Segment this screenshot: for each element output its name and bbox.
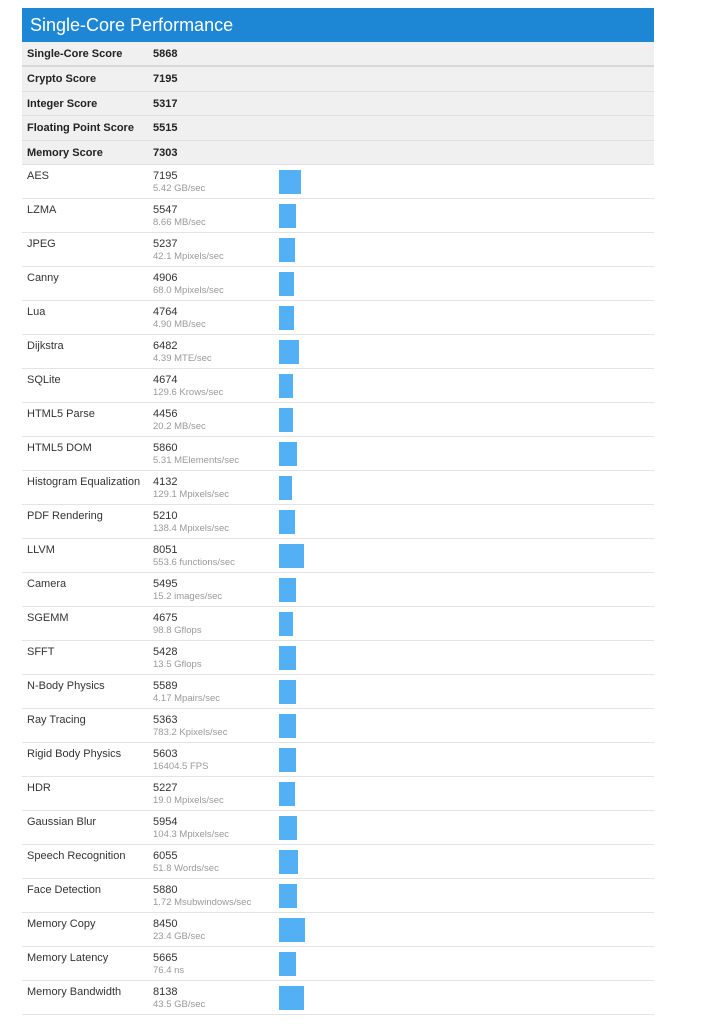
benchmark-name: HDR — [27, 782, 51, 794]
benchmark-name: Gaussian Blur — [27, 816, 97, 828]
summary-row-integer — [22, 92, 654, 117]
benchmark-name: N-Body Physics — [27, 680, 105, 692]
summary-row-memory — [22, 141, 654, 166]
benchmark-row — [22, 709, 654, 743]
summary-name: Crypto Score — [27, 73, 97, 85]
benchmark-name: Memory Bandwidth — [27, 986, 122, 998]
score-bar — [279, 782, 295, 806]
benchmark-row — [22, 777, 654, 811]
benchmark-name: AES — [27, 170, 50, 182]
benchmark-detail: 553.6 functions/sec — [153, 557, 235, 568]
benchmark-detail: 1.72 Msubwindows/sec — [153, 897, 252, 908]
benchmark-name: Camera — [27, 578, 67, 590]
benchmark-name: SQLite — [27, 374, 61, 386]
benchmark-name: JPEG — [27, 238, 56, 250]
benchmark-score: 4456 — [153, 408, 178, 420]
benchmark-score: 8051 — [153, 544, 178, 556]
benchmark-name: Lua — [27, 306, 46, 318]
score-bar — [279, 884, 297, 908]
benchmark-row — [22, 335, 654, 369]
benchmark-row — [22, 301, 654, 335]
benchmark-score: 5589 — [153, 680, 178, 692]
benchmark-score: 8450 — [153, 918, 178, 930]
benchmark-name: Dijkstra — [27, 340, 64, 352]
benchmark-name: Histogram Equalization — [27, 476, 141, 488]
benchmark-row — [22, 981, 654, 1015]
benchmark-row — [22, 505, 654, 539]
score-bar — [279, 544, 304, 568]
score-bar — [279, 850, 298, 874]
score-bar — [279, 816, 297, 840]
benchmark-detail: 51.8 Words/sec — [153, 863, 219, 874]
score-bar — [279, 272, 294, 296]
benchmark-detail: 68.0 Mpixels/sec — [153, 285, 224, 296]
benchmark-row — [22, 403, 654, 437]
benchmark-detail: 104.3 Mpixels/sec — [153, 829, 230, 840]
benchmark-score: 8138 — [153, 986, 178, 998]
benchmark-row — [22, 845, 654, 879]
benchmark-name: Memory Latency — [27, 952, 109, 964]
summary-row-floating-point — [22, 116, 654, 141]
benchmark-detail: 5.42 GB/sec — [153, 183, 206, 194]
summary-score: 5317 — [153, 97, 178, 110]
benchmark-score: 5237 — [153, 238, 178, 250]
benchmark-name: SFFT — [27, 646, 55, 658]
benchmark-detail: 15.2 images/sec — [153, 591, 223, 602]
benchmark-row — [22, 199, 654, 233]
benchmark-row — [22, 539, 654, 573]
score-bar — [279, 408, 293, 432]
benchmark-detail: 5.31 MElements/sec — [153, 455, 240, 466]
benchmark-detail: 20.2 MB/sec — [153, 421, 206, 432]
benchmark-table — [22, 165, 654, 1015]
summary-name: Single-Core Score — [27, 48, 123, 60]
benchmark-detail: 4.17 Mpairs/sec — [153, 693, 221, 704]
benchmark-score: 5665 — [153, 952, 178, 964]
score-bar — [279, 680, 296, 704]
benchmark-detail: 98.8 Gflops — [153, 625, 202, 636]
benchmark-detail: 16404.5 FPS — [153, 761, 209, 772]
benchmark-row — [22, 437, 654, 471]
score-bar — [279, 612, 293, 636]
benchmark-score: 5227 — [153, 782, 178, 794]
benchmark-row — [22, 607, 654, 641]
benchmark-score: 4906 — [153, 272, 178, 284]
benchmark-score: 5547 — [153, 204, 178, 216]
summary-score: 7195 — [153, 73, 178, 85]
benchmark-score: 7195 — [153, 170, 178, 182]
benchmark-name: HTML5 DOM — [27, 442, 92, 454]
benchmark-detail: 129.1 Mpixels/sec — [153, 489, 230, 500]
summary-name: Integer Score — [27, 97, 98, 110]
benchmark-score: 6482 — [153, 340, 178, 352]
benchmark-detail: 783.2 Kpixels/sec — [153, 727, 228, 738]
benchmark-detail: 129.6 Krows/sec — [153, 387, 224, 398]
benchmark-name: LZMA — [27, 204, 57, 216]
benchmark-score: 4675 — [153, 612, 178, 624]
benchmark-name: Face Detection — [27, 884, 101, 896]
benchmark-name: SGEMM — [27, 612, 69, 624]
benchmark-detail: 23.4 GB/sec — [153, 931, 206, 942]
score-bar — [279, 646, 296, 670]
benchmark-name: LLVM — [27, 544, 55, 556]
benchmark-detail: 76.4 ns — [153, 965, 185, 976]
summary-name: Memory Score — [27, 146, 103, 159]
benchmark-row — [22, 233, 654, 267]
benchmark-detail: 8.66 MB/sec — [153, 217, 206, 228]
summary-score: 5515 — [153, 122, 178, 134]
benchmark-row — [22, 675, 654, 709]
benchmark-detail: 4.90 MB/sec — [153, 319, 206, 330]
summary-table — [22, 42, 654, 165]
benchmark-score: 5363 — [153, 714, 178, 726]
score-bar — [279, 510, 295, 534]
score-bar — [279, 748, 296, 772]
benchmark-score: 5603 — [153, 748, 178, 760]
benchmark-detail: 138.4 Mpixels/sec — [153, 523, 230, 534]
benchmark-name: Rigid Body Physics — [27, 748, 122, 760]
benchmark-row — [22, 879, 654, 913]
benchmark-row — [22, 165, 654, 199]
benchmark-name: Speech Recognition — [27, 850, 126, 862]
benchmark-score: 5880 — [153, 884, 178, 896]
benchmark-score: 5210 — [153, 510, 178, 522]
benchmark-score: 5428 — [153, 646, 178, 658]
benchmark-score: 5954 — [153, 816, 178, 828]
summary-row-single-core — [22, 42, 654, 67]
score-bar — [279, 374, 293, 398]
benchmark-name: Canny — [27, 272, 59, 284]
summary-score: 7303 — [153, 146, 178, 159]
benchmark-score: 5495 — [153, 578, 178, 590]
summary-score: 5868 — [153, 48, 178, 60]
benchmark-row — [22, 947, 654, 981]
score-bar — [279, 306, 294, 330]
benchmark-detail: 4.39 MTE/sec — [153, 353, 212, 364]
benchmark-score: 4764 — [153, 306, 178, 318]
benchmark-detail: 42.1 Mpixels/sec — [153, 251, 224, 262]
benchmark-detail: 13.5 Gflops — [153, 659, 202, 670]
score-bar — [279, 238, 295, 262]
score-bar — [279, 340, 299, 364]
score-bar — [279, 204, 296, 228]
benchmark-row — [22, 913, 654, 947]
benchmark-name: Memory Copy — [27, 918, 96, 930]
section-header — [22, 8, 654, 42]
performance-panel — [22, 8, 654, 1015]
benchmark-row — [22, 369, 654, 403]
score-bar — [279, 986, 304, 1010]
benchmark-row — [22, 573, 654, 607]
score-bar — [279, 952, 296, 976]
benchmark-name: Ray Tracing — [27, 714, 86, 726]
benchmark-row — [22, 267, 654, 301]
benchmark-name: HTML5 Parse — [27, 408, 95, 420]
score-bar — [279, 442, 297, 466]
benchmark-row — [22, 743, 654, 777]
benchmark-row — [22, 471, 654, 505]
benchmark-score: 4674 — [153, 374, 178, 386]
score-bar — [279, 476, 292, 500]
benchmark-score: 6055 — [153, 850, 178, 862]
benchmark-row — [22, 811, 654, 845]
score-bar — [279, 714, 296, 738]
benchmark-score: 4132 — [153, 476, 178, 488]
benchmark-name: PDF Rendering — [27, 510, 103, 522]
benchmark-detail: 43.5 GB/sec — [153, 999, 206, 1010]
score-bar — [279, 578, 296, 602]
score-bar — [279, 170, 301, 194]
section-title: Single-Core Performance — [30, 15, 234, 35]
benchmark-score: 5860 — [153, 442, 178, 454]
summary-row-crypto — [22, 67, 654, 92]
benchmark-row — [22, 641, 654, 675]
benchmark-detail: 19.0 Mpixels/sec — [153, 795, 224, 806]
summary-name: Floating Point Score — [27, 122, 134, 134]
score-bar — [279, 918, 305, 942]
